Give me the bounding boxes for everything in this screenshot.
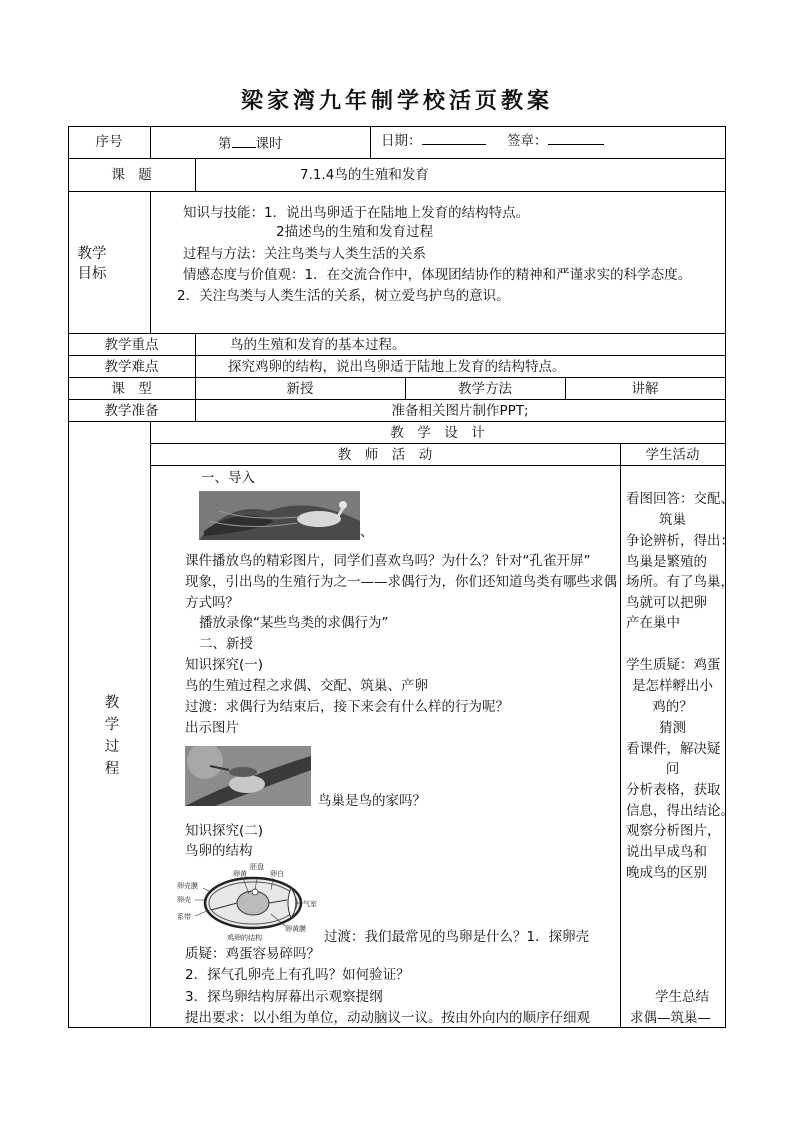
egg-label-germinal-disc: 胚盘	[250, 863, 264, 871]
date-blank[interactable]	[422, 130, 486, 145]
teacher-line: 质疑：鸡蛋容易碎吗？	[185, 946, 320, 962]
method-value: 讲解	[631, 381, 659, 397]
teacher-line: 二、新授	[199, 636, 253, 652]
bird-nest-image	[185, 746, 311, 806]
goal-line-5: 2．关注鸟类与人类生活的关系，树立爱鸟护鸟的意识。	[177, 288, 510, 304]
student-line: 鸟就可以把卵	[626, 595, 707, 611]
teacher-line: 课件播放鸟的精彩图片，同学们喜欢鸟吗？为什么？针对“孔雀开屏”	[185, 553, 591, 569]
student-line: 信息，得出结论。	[626, 803, 734, 819]
egg-label-vitelline-membrane: 卵黄膜	[285, 925, 306, 933]
student-activity-header: 学生活动	[645, 447, 700, 463]
teacher-line: 方式吗？	[185, 595, 239, 611]
topic-label: 课 题	[111, 167, 152, 183]
sign-field[interactable]: 签章：	[507, 130, 604, 150]
teacher-line: 提出要求：以小组为单位，动动脑议一议。按由外向内的顺序仔细观	[185, 1010, 590, 1026]
student-line: 分析表格，获取	[626, 782, 721, 798]
key-point-value: 鸟的生殖和发育的基本过程。	[230, 337, 406, 353]
topic-value: 7.1.4鸟的生殖和发育	[300, 167, 429, 183]
course-type-label: 课 型	[111, 381, 152, 397]
student-line: 求偶—筑巢—	[630, 1010, 711, 1026]
teacher-line: 过渡：求偶行为结束后，接下来会有什么样的行为呢？	[185, 699, 509, 715]
egg-label-albumen: 卵白	[270, 870, 284, 878]
student-line: 场所。有了鸟巢，	[626, 574, 734, 590]
student-line: 鸟巢是繁殖的	[626, 554, 707, 570]
goals-label: 教学目标	[77, 246, 107, 282]
difficulty-label: 教学难点	[104, 359, 159, 375]
egg-label-shell: 卵壳	[177, 896, 191, 904]
seq-label: 序号	[95, 134, 123, 150]
student-line: 说出早成鸟和	[626, 844, 707, 860]
teacher-line: 出示图片	[185, 720, 239, 736]
teacher-line: 知识探究(一)	[185, 657, 264, 673]
teacher-line: 知识探究(二)	[185, 823, 264, 839]
lesson-number-blank[interactable]	[232, 133, 256, 148]
teacher-line: 鸟巢是鸟的家吗？	[318, 793, 426, 809]
student-line: 观察分析图片，	[626, 823, 721, 839]
goal-line-1: 知识与技能：1．说出鸟卵适于在陆地上发育的结构特点。	[183, 205, 530, 221]
egg-label-air-chamber: 气室	[303, 900, 317, 908]
egg-label-yolk: 卵黄	[233, 870, 247, 878]
teacher-line: 鸟的生殖过程之求偶、交配、筑巢、产卵	[185, 678, 428, 694]
student-line: 筑巢	[659, 512, 686, 528]
teacher-activity-header: 教 师 活 动	[337, 447, 433, 463]
student-line: 晚成鸟的区别	[626, 865, 707, 881]
prep-value: 准备相关图片制作PPT;	[391, 403, 529, 419]
page-title: 梁家湾九年制学校活页教案	[240, 88, 553, 114]
student-line: 看图回答：交配、	[626, 491, 734, 507]
teacher-line: 一、导入	[201, 470, 255, 486]
egg-diagram-caption: 鸡卵的结构	[227, 934, 262, 942]
student-line: 鸡的？	[652, 699, 693, 715]
student-line: 产在巢中	[626, 615, 680, 631]
teacher-line: 鸟卵的结构	[185, 843, 253, 859]
teacher-line: 现象，引出鸟的生殖行为之一——求偶行为，你们还知道鸟类有哪些求偶	[185, 574, 617, 590]
key-point-label: 教学重点	[104, 337, 159, 353]
teacher-line: 过渡：我们最常见的鸟卵是什么？1．探卵壳	[324, 929, 590, 945]
teacher-line: 、	[360, 524, 374, 540]
process-label: 教学过程	[104, 695, 120, 777]
student-line: 是怎样孵出小	[632, 678, 713, 694]
egg-label-shell-membrane: 卵壳膜	[177, 882, 198, 890]
sign-blank[interactable]	[548, 130, 604, 145]
student-line: 看课件，解决疑	[626, 741, 721, 757]
student-line: 问	[665, 761, 680, 777]
student-line: 猜测	[659, 720, 686, 736]
difficulty-value: 探究鸡卵的结构，说出鸟卵适于陆地上发育的结构特点。	[228, 359, 566, 375]
student-line: 学生质疑：鸡蛋	[626, 657, 721, 673]
goal-line-2: 2描述鸟的生殖和发育过程	[276, 224, 434, 240]
student-line: 学生总结	[655, 989, 709, 1005]
teacher-line: 播放录像“某些鸟类的求偶行为”	[199, 615, 389, 631]
goal-line-3: 过程与方法：关注鸟类与人类生活的关系	[183, 246, 426, 262]
egg-label-chalaza: 系带	[177, 913, 191, 921]
course-type-value: 新授	[286, 381, 314, 397]
date-field[interactable]: 日期：	[381, 130, 486, 150]
teacher-line: 3．探鸟卵结构屏幕出示观察提纲	[185, 989, 383, 1005]
method-label: 教学方法	[458, 381, 512, 397]
prep-label: 教学准备	[104, 403, 159, 419]
goal-line-4: 情感态度与价值观：1．在交流合作中，体现团结协作的精神和严谨求实的科学态度。	[183, 267, 692, 283]
peacock-image	[199, 491, 360, 540]
lesson-number-field[interactable]: 第 课时	[218, 133, 283, 153]
teacher-line: 2．探气孔卵壳上有孔吗？如何验证？	[185, 967, 410, 983]
student-line: 争论辨析，得出：	[626, 533, 734, 549]
design-header: 教 学 设 计	[390, 425, 485, 441]
egg-structure-diagram	[175, 860, 323, 942]
